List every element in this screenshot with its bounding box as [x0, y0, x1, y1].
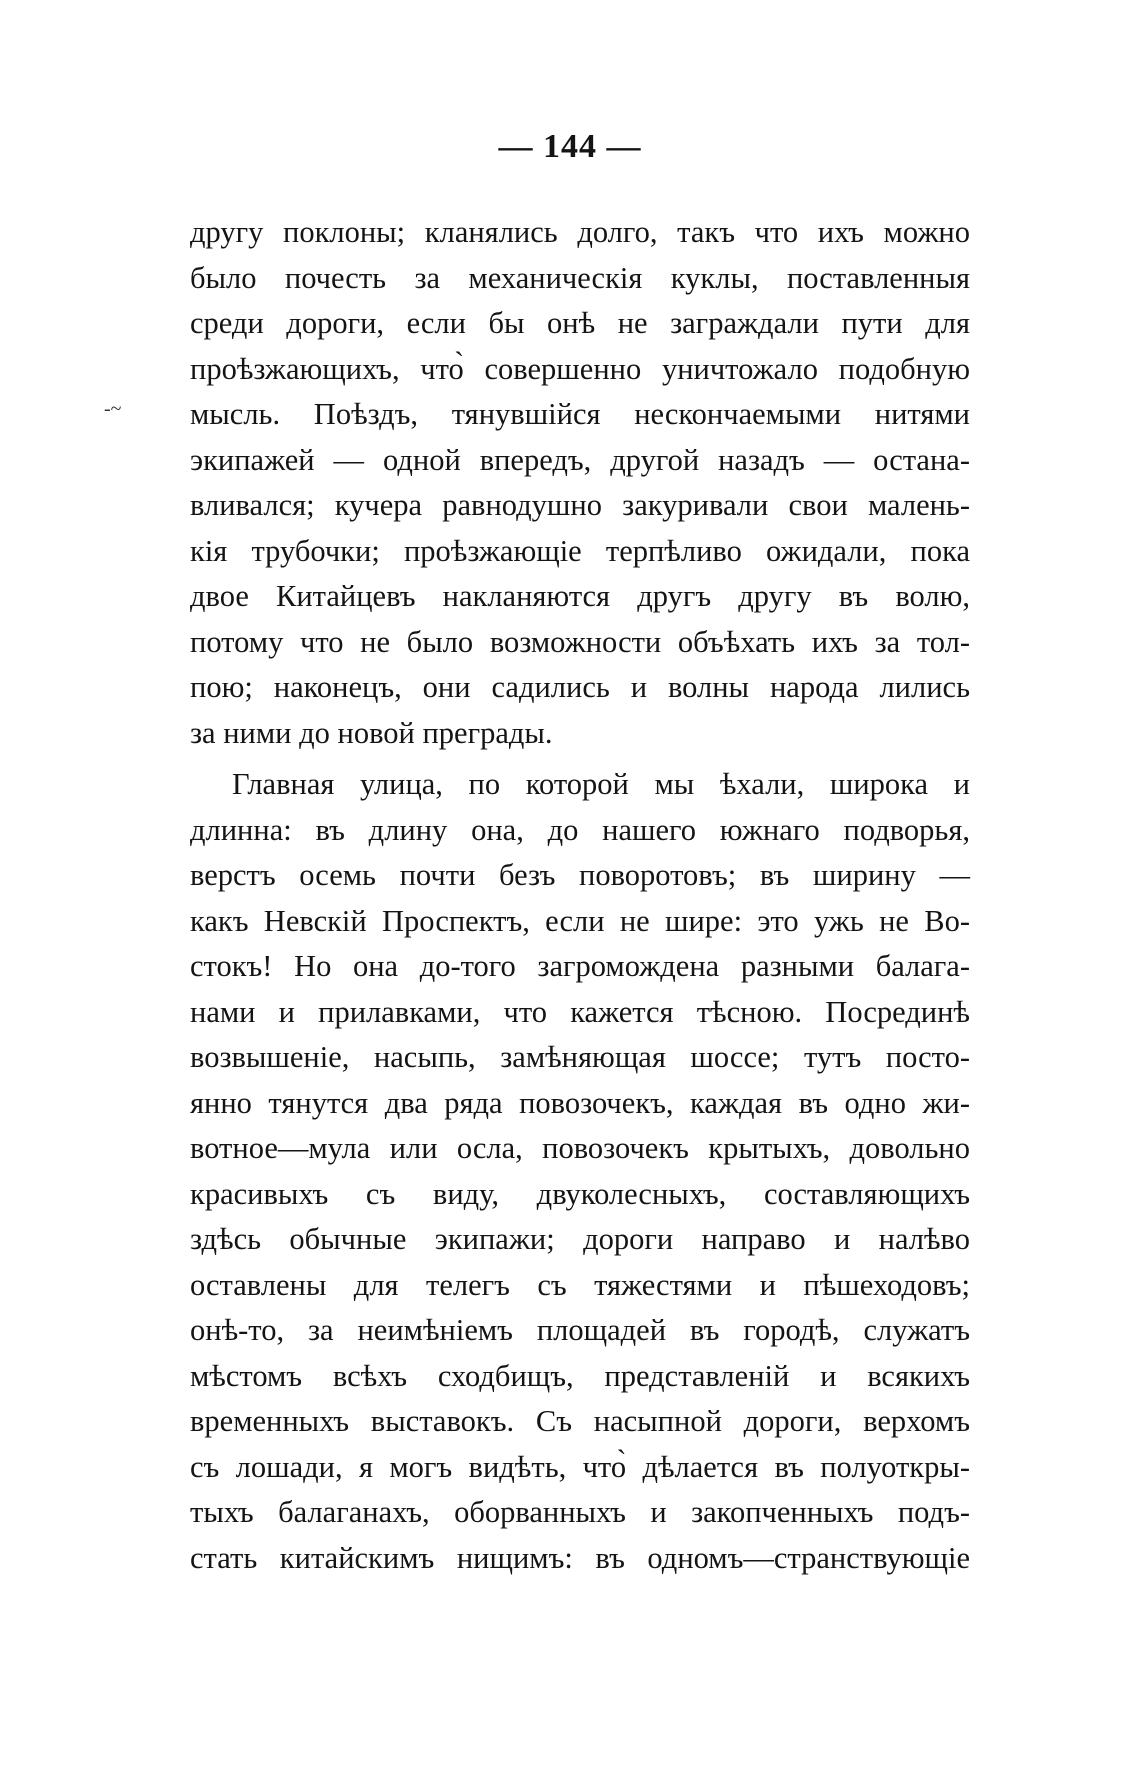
- text-line: верстъ осемь почти безъ поворотовъ; въ ширину —: [190, 858, 970, 892]
- text-line: потому что не было возможности объѣхать ихъ за тол-: [190, 624, 970, 659]
- page-body: [190, 210, 970, 1581]
- text-line: за ними до новой преграды.: [190, 715, 553, 750]
- paragraph-2: [190, 762, 970, 1581]
- page-number: — 144 —: [498, 128, 642, 165]
- text-line: онѣ-то, за неимѣніемъ площадей въ городѣ, служатъ: [190, 1313, 970, 1347]
- text-line: кія трубочки; проѣзжающіе терпѣливо ожидали, пока: [190, 533, 970, 568]
- text-line: съ лошади, я могъ видѣть, что̀ дѣлается въ полуоткры-: [190, 1449, 970, 1484]
- text-line: стокъ! Но она до-того загромождена разными балага-: [190, 949, 970, 983]
- text-line: временныхъ выставокъ. Съ насыпной дороги, верхомъ: [190, 1404, 970, 1438]
- text-line: тыхъ балаганахъ, оборванныхъ и закопченныхъ подъ-: [190, 1495, 970, 1529]
- text-line: пою; наконецъ, они садились и волны народа лились: [190, 670, 970, 704]
- text-line: оставлены для телегъ съ тяжестями и пѣшеходовъ;: [190, 1267, 970, 1302]
- text-line: среди дороги, если бы онѣ не заграждали пути для: [190, 306, 970, 340]
- text-line: какъ Невскій Проспектъ, если не шире: это ужь не Во-: [190, 903, 970, 938]
- text-line: возвышеніе, насыпь, замѣняющая шоссе; тутъ посто-: [190, 1040, 970, 1074]
- text-line: двое Китайцевъ накланяются другъ другу въ волю,: [190, 579, 970, 613]
- text-line: мысль. Поѣздъ, тянувшійся нескончаемыми нитями: [190, 397, 970, 431]
- text-line: нами и прилавками, что кажется тѣсною. Посрединѣ: [190, 994, 970, 1029]
- text-line: здѣсь обычные экипажи; дороги направо и налѣво: [190, 1222, 970, 1256]
- text-line: длинна: въ длину она, до нашего южнаго подворья,: [190, 812, 970, 847]
- text-line: вливался; кучера равнодушно закуривали свои малень-: [190, 488, 970, 522]
- margin-mark: -~: [104, 398, 122, 420]
- text-line: стать китайскимъ нищимъ: въ одномъ—странствующіе: [190, 1540, 970, 1575]
- text-line: вотное—мула или осла, повозочекъ крытыхъ, довольно: [190, 1131, 970, 1165]
- text-line: красивыхъ съ виду, двуколесныхъ, составляющихъ: [190, 1176, 970, 1211]
- paragraph-1: [190, 210, 970, 756]
- text-line: другу поклоны; кланялись долго, такъ что ихъ можно: [190, 215, 970, 249]
- text-line: экипажей — одной впередъ, другой назадъ — остана-: [190, 442, 970, 477]
- text-line: проѣзжающихъ, что̀ совершенно уничтожало подобную: [190, 351, 970, 386]
- text-line: Главная улица, по которой мы ѣхали, широка и: [232, 767, 970, 801]
- text-line: янно тянутся два ряда повозочекъ, каждая въ одно жи-: [190, 1085, 970, 1120]
- text-line: было почесть за механическія куклы, поставленныя: [190, 260, 970, 295]
- text-line: мѣстомъ всѣхъ сходбищъ, представленій и всякихъ: [190, 1358, 970, 1393]
